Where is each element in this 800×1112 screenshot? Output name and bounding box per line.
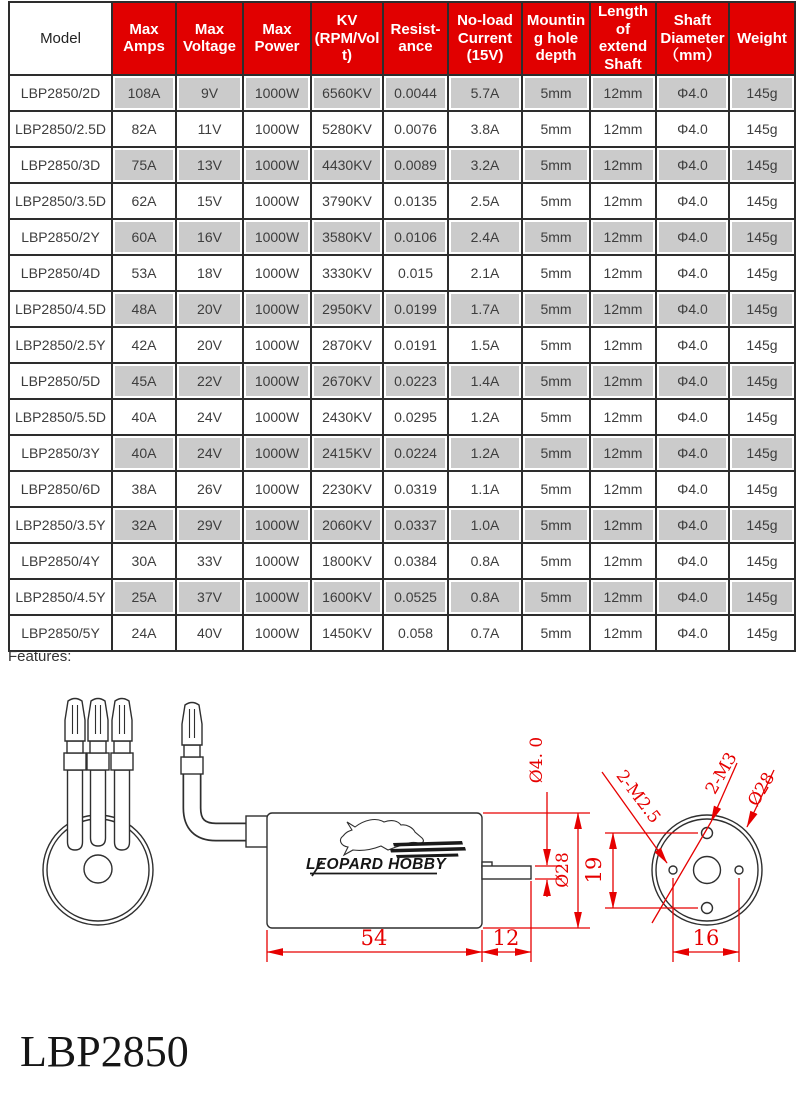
column-header: Max Amps <box>112 2 176 75</box>
spec-table-body <box>9 75 795 651</box>
spec-cell: 1000W <box>243 255 311 291</box>
spec-cell: 1.2A <box>448 399 522 435</box>
spec-cell: 1.4A <box>448 363 522 399</box>
dim-label-body-diameter-side: Ø28 <box>553 852 573 888</box>
spec-cell: 2670KV <box>311 363 383 399</box>
spec-cell: 1000W <box>243 435 311 471</box>
spec-cell: 12mm <box>590 111 656 147</box>
spec-cell: 0.0199 <box>383 291 448 327</box>
spec-cell: 145g <box>729 543 795 579</box>
spec-cell: 30A <box>112 543 176 579</box>
table-row <box>9 147 795 183</box>
spec-cell: 12mm <box>590 291 656 327</box>
bullet-connector <box>181 703 203 775</box>
spec-cell: 12mm <box>590 471 656 507</box>
spec-cell: 0.0076 <box>383 111 448 147</box>
table-row <box>9 327 795 363</box>
spec-cell: 145g <box>729 327 795 363</box>
spec-cell: Φ4.0 <box>656 435 729 471</box>
spec-cell: 0.0295 <box>383 399 448 435</box>
spec-cell: 5mm <box>522 111 590 147</box>
m2_5-hole-left <box>669 866 677 874</box>
dim-label-hole-spacing-vertical: 19 <box>582 856 606 884</box>
spec-cell: 2430KV <box>311 399 383 435</box>
spec-cell: 0.7A <box>448 615 522 651</box>
spec-cell: 42A <box>112 327 176 363</box>
dim-label-body-length: 54 <box>360 926 388 950</box>
table-row <box>9 183 795 219</box>
model-cell: LBP2850/3.5Y <box>9 507 112 543</box>
spec-cell: Φ4.0 <box>656 507 729 543</box>
table-row <box>9 543 795 579</box>
spec-cell: 12mm <box>590 435 656 471</box>
model-cell: LBP2850/2D <box>9 75 112 111</box>
spec-cell: 1000W <box>243 111 311 147</box>
spec-cell: 45A <box>112 363 176 399</box>
spec-cell: 12mm <box>590 579 656 615</box>
motor-side-view <box>181 703 531 929</box>
spec-cell: 1000W <box>243 471 311 507</box>
model-title: LBP2850 <box>20 1027 189 1076</box>
spec-cell: 3.8A <box>448 111 522 147</box>
spec-cell: 33V <box>176 543 243 579</box>
spec-cell: 62A <box>112 183 176 219</box>
spec-cell: 2.5A <box>448 183 522 219</box>
spec-cell: 5mm <box>522 543 590 579</box>
spec-cell: 108A <box>112 75 176 111</box>
spec-cell: 24V <box>176 435 243 471</box>
motor-shaft <box>482 866 531 879</box>
column-header: Shaft Diameter （mm） <box>656 2 729 75</box>
spec-cell: 40A <box>112 435 176 471</box>
column-header: Mounting hole depth <box>522 2 590 75</box>
spec-cell: 145g <box>729 435 795 471</box>
spec-cell: 12mm <box>590 543 656 579</box>
spec-cell: 0.0224 <box>383 435 448 471</box>
spec-cell: 5mm <box>522 183 590 219</box>
spec-cell: 145g <box>729 255 795 291</box>
spec-cell: 1.5A <box>448 327 522 363</box>
spec-cell: 12mm <box>590 363 656 399</box>
spec-cell: 0.8A <box>448 579 522 615</box>
spec-cell: 1000W <box>243 507 311 543</box>
spec-cell: 1000W <box>243 291 311 327</box>
spec-cell: 5280KV <box>311 111 383 147</box>
spec-cell: Φ4.0 <box>656 579 729 615</box>
spec-cell: 11V <box>176 111 243 147</box>
model-cell: LBP2850/5D <box>9 363 112 399</box>
spec-cell: 1450KV <box>311 615 383 651</box>
column-header: Weight <box>729 2 795 75</box>
spec-cell: 20V <box>176 291 243 327</box>
spec-cell: 5mm <box>522 615 590 651</box>
spec-cell: 5mm <box>522 147 590 183</box>
spec-table-header <box>9 2 795 75</box>
spec-cell: 1000W <box>243 363 311 399</box>
spec-cell: 1800KV <box>311 543 383 579</box>
spec-cell: 53A <box>112 255 176 291</box>
spec-cell: 75A <box>112 147 176 183</box>
spec-cell: 26V <box>176 471 243 507</box>
table-row <box>9 471 795 507</box>
spec-cell: 6560KV <box>311 75 383 111</box>
model-cell: LBP2850/3.5D <box>9 183 112 219</box>
bullet-connector <box>87 699 109 847</box>
shaft-hole <box>694 857 721 884</box>
spec-cell: 3330KV <box>311 255 383 291</box>
spec-cell: Φ4.0 <box>656 75 729 111</box>
table-row <box>9 579 795 615</box>
spec-cell: 1000W <box>243 219 311 255</box>
spec-cell: 12mm <box>590 507 656 543</box>
spec-cell: 12mm <box>590 399 656 435</box>
spec-cell: 5mm <box>522 219 590 255</box>
spec-cell: 5mm <box>522 507 590 543</box>
dim-label-large-holes: 2-M3 <box>701 749 742 798</box>
spec-cell: 145g <box>729 363 795 399</box>
spec-cell: 1.0A <box>448 507 522 543</box>
spec-cell: 0.8A <box>448 543 522 579</box>
m3-hole-bottom <box>702 903 713 914</box>
spec-cell: 40V <box>176 615 243 651</box>
spec-cell: 0.0044 <box>383 75 448 111</box>
spec-cell: 20V <box>176 327 243 363</box>
spec-cell: 1.7A <box>448 291 522 327</box>
spec-cell: 5.7A <box>448 75 522 111</box>
spec-cell: 40A <box>112 399 176 435</box>
model-cell: LBP2850/3Y <box>9 435 112 471</box>
spec-cell: 1000W <box>243 579 311 615</box>
spec-cell: 5mm <box>522 291 590 327</box>
spec-cell: 145g <box>729 183 795 219</box>
spec-cell: 38A <box>112 471 176 507</box>
spec-cell: 12mm <box>590 255 656 291</box>
dim-label-body-diameter-front: Ø28 <box>744 769 780 810</box>
spec-cell: 5mm <box>522 75 590 111</box>
spec-cell: Φ4.0 <box>656 219 729 255</box>
spec-cell: 1000W <box>243 75 311 111</box>
column-header: Length of extend Shaft <box>590 2 656 75</box>
spec-cell: 3.2A <box>448 147 522 183</box>
spec-cell: 0.0106 <box>383 219 448 255</box>
spec-cell: Φ4.0 <box>656 147 729 183</box>
spec-cell: 60A <box>112 219 176 255</box>
spec-cell: 18V <box>176 255 243 291</box>
spec-cell: 4430KV <box>311 147 383 183</box>
spec-cell: 145g <box>729 219 795 255</box>
table-row <box>9 219 795 255</box>
spec-cell: 16V <box>176 219 243 255</box>
spec-cell: 3580KV <box>311 219 383 255</box>
spec-cell: 145g <box>729 399 795 435</box>
spec-cell: 82A <box>112 111 176 147</box>
table-row <box>9 255 795 291</box>
spec-cell: Φ4.0 <box>656 363 729 399</box>
spec-cell: 145g <box>729 111 795 147</box>
spec-cell: 0.0525 <box>383 579 448 615</box>
column-header: Max Power <box>243 2 311 75</box>
spec-cell: 15V <box>176 183 243 219</box>
spec-cell: 0.0223 <box>383 363 448 399</box>
column-header: Resist-ance <box>383 2 448 75</box>
spec-cell: 12mm <box>590 147 656 183</box>
spec-cell: 1.1A <box>448 471 522 507</box>
table-row <box>9 111 795 147</box>
spec-cell: 5mm <box>522 435 590 471</box>
spec-cell: 9V <box>176 75 243 111</box>
spec-cell: 1000W <box>243 543 311 579</box>
spec-cell: 0.0319 <box>383 471 448 507</box>
bullet-connector <box>64 699 86 851</box>
spec-cell: 37V <box>176 579 243 615</box>
spec-cell: 12mm <box>590 615 656 651</box>
table-row <box>9 435 795 471</box>
spec-cell: 0.0191 <box>383 327 448 363</box>
model-cell: LBP2850/5.5D <box>9 399 112 435</box>
spec-cell: 145g <box>729 579 795 615</box>
spec-cell: 5mm <box>522 363 590 399</box>
spec-cell: Φ4.0 <box>656 543 729 579</box>
model-cell: LBP2850/2Y <box>9 219 112 255</box>
spec-cell: Φ4.0 <box>656 615 729 651</box>
logo-text: LEOPARD HOBBY <box>305 856 447 873</box>
spec-cell: 145g <box>729 507 795 543</box>
spec-cell: 145g <box>729 147 795 183</box>
column-header: Model <box>9 2 112 75</box>
spec-cell: 2.4A <box>448 219 522 255</box>
spec-cell: 0.0384 <box>383 543 448 579</box>
spec-cell: 0.0135 <box>383 183 448 219</box>
table-row <box>9 399 795 435</box>
spec-cell: 1000W <box>243 183 311 219</box>
table-row <box>9 363 795 399</box>
table-row <box>9 615 795 651</box>
spec-cell: 5mm <box>522 327 590 363</box>
model-cell: LBP2850/4Y <box>9 543 112 579</box>
column-header: No-load Current (15V) <box>448 2 522 75</box>
spec-cell: 12mm <box>590 183 656 219</box>
spec-cell: 5mm <box>522 255 590 291</box>
spec-cell: Φ4.0 <box>656 327 729 363</box>
dimension-drawing <box>0 660 800 1020</box>
spec-cell: 2060KV <box>311 507 383 543</box>
spec-cell: Φ4.0 <box>656 111 729 147</box>
spec-cell: 1000W <box>243 615 311 651</box>
spec-cell: 13V <box>176 147 243 183</box>
spec-cell: 2950KV <box>311 291 383 327</box>
spec-cell: 0.0337 <box>383 507 448 543</box>
spec-cell: 2870KV <box>311 327 383 363</box>
dim-label-shaft-diameter: Ø4. 0 <box>527 736 547 784</box>
spec-cell: 1.2A <box>448 435 522 471</box>
spec-cell: 48A <box>112 291 176 327</box>
spec-cell: Φ4.0 <box>656 471 729 507</box>
spec-cell: 12mm <box>590 75 656 111</box>
spec-cell: 2.1A <box>448 255 522 291</box>
spec-cell: 2415KV <box>311 435 383 471</box>
model-cell: LBP2850/5Y <box>9 615 112 651</box>
spec-cell: 25A <box>112 579 176 615</box>
bullet-connector <box>111 699 133 851</box>
spec-cell: 32A <box>112 507 176 543</box>
spec-cell: 24A <box>112 615 176 651</box>
spec-cell: 1000W <box>243 327 311 363</box>
spec-cell: 5mm <box>522 399 590 435</box>
model-cell: LBP2850/3D <box>9 147 112 183</box>
model-cell: LBP2850/6D <box>9 471 112 507</box>
spec-cell: 145g <box>729 75 795 111</box>
spec-cell: 1000W <box>243 399 311 435</box>
model-cell: LBP2850/4.5D <box>9 291 112 327</box>
spec-cell: 1600KV <box>311 579 383 615</box>
model-cell: LBP2850/4.5Y <box>9 579 112 615</box>
spec-cell: 0.058 <box>383 615 448 651</box>
column-header: KV (RPM/Volt) <box>311 2 383 75</box>
spec-cell: 5mm <box>522 471 590 507</box>
column-header: Max Voltage <box>176 2 243 75</box>
spec-cell: 145g <box>729 291 795 327</box>
model-cell: LBP2850/2.5D <box>9 111 112 147</box>
table-row <box>9 291 795 327</box>
model-cell: LBP2850/4D <box>9 255 112 291</box>
dim-label-shaft-length: 12 <box>492 926 520 950</box>
dim-label-hole-spacing-horizontal: 16 <box>692 926 720 950</box>
spec-cell: 145g <box>729 615 795 651</box>
features-label-clipped: Features: <box>8 648 72 665</box>
spec-cell: 29V <box>176 507 243 543</box>
spec-cell: Φ4.0 <box>656 183 729 219</box>
model-cell: LBP2850/2.5Y <box>9 327 112 363</box>
spec-cell: 2230KV <box>311 471 383 507</box>
spec-cell: 0.0089 <box>383 147 448 183</box>
spec-cell: 12mm <box>590 219 656 255</box>
spec-cell: 5mm <box>522 579 590 615</box>
m2_5-hole-right <box>735 866 743 874</box>
spec-cell: Φ4.0 <box>656 291 729 327</box>
spec-cell: 12mm <box>590 327 656 363</box>
spec-cell: Φ4.0 <box>656 255 729 291</box>
table-row <box>9 507 795 543</box>
table-row <box>9 75 795 111</box>
spec-cell: 24V <box>176 399 243 435</box>
motor-rear-view <box>43 699 153 926</box>
spec-cell: 0.015 <box>383 255 448 291</box>
header-row <box>9 2 795 75</box>
dim-label-small-holes: 2-M2.5 <box>611 766 665 828</box>
spec-cell: 145g <box>729 471 795 507</box>
spec-cell: Φ4.0 <box>656 399 729 435</box>
spec-cell: 3790KV <box>311 183 383 219</box>
spec-cell: 1000W <box>243 147 311 183</box>
spec-cell: 22V <box>176 363 243 399</box>
wire-coupler <box>246 816 268 847</box>
